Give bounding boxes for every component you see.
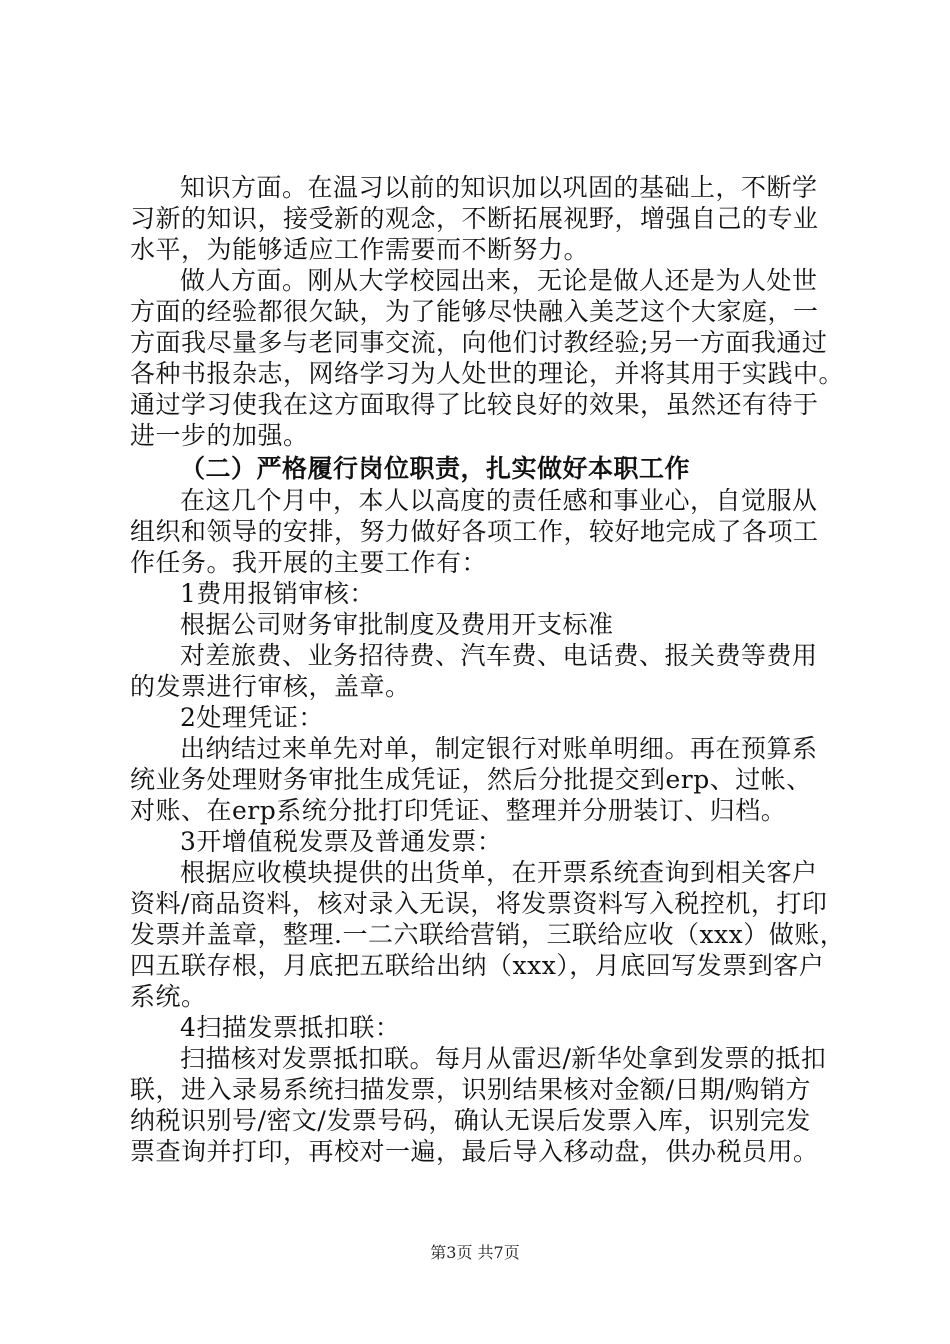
paragraph-scan: [130, 1043, 830, 1167]
text-line: 通过学习使我在这方面取得了比较良好的效果，虽然还有待于: [130, 390, 819, 419]
text-line: 的发票进行审核，盖章。: [130, 672, 411, 701]
paragraph-conduct: [130, 265, 845, 451]
text-line: 方面我尽量多与老同事交流，向他们讨教经验;另一方面我通过: [130, 328, 828, 357]
paragraph-knowledge: [130, 172, 830, 265]
text-line: 2处理凭证：: [180, 703, 324, 732]
paragraph-expense-basis: [130, 609, 830, 640]
text-line: 知识方面。在温习以前的知识加以巩固的基础上，不断学: [180, 173, 818, 202]
text-line: 四五联存根，月底把五联给出纳（xxx），月底回写发票到客户: [130, 951, 825, 980]
text-line: 资料/商品资料，核对录入无误，将发票资料写入税控机，打印: [130, 889, 828, 918]
text-line: 作任务。我开展的主要工作有：: [130, 548, 488, 577]
text-line: 根据公司财务审批制度及费用开支标准: [180, 610, 614, 639]
item-title-expense: [130, 578, 830, 609]
text-line: 在这几个月中，本人以高度的责任感和事业心，自觉服从: [180, 486, 818, 515]
text-line: 根据应收模块提供的出货单，在开票系统查询到相关客户: [180, 858, 818, 887]
item-title-scan: [130, 1012, 830, 1043]
paragraph-voucher: [130, 733, 830, 826]
text-line: 4扫描发票抵扣联：: [180, 1013, 401, 1042]
item-title-invoice: [130, 826, 830, 857]
text-line: 对账、在erp系统分批打印凭证、整理并分册装订、归档。: [130, 796, 787, 825]
text-line: 对差旅费、业务招待费、汽车费、电话费、报关费等费用: [180, 641, 818, 670]
text-line: 出纳结过来单先对单，制定银行对账单明细。再在预算系: [180, 734, 818, 763]
paragraph-expense-detail: [130, 640, 830, 702]
text-line: 习新的知识，接受新的观念，不断拓展视野，增强自己的专业: [130, 204, 819, 233]
text-line: 扫描核对发票抵扣联。每月从雷迟/新华处拿到发票的抵扣: [180, 1044, 827, 1073]
text-line: 纳税识别号/密文/发票号码，确认无误后发票入库，识别完发: [130, 1106, 811, 1135]
text-line: 系统。: [130, 982, 207, 1011]
text-line: 做人方面。刚从大学校园出来，无论是做人还是为人处世: [180, 266, 818, 295]
text-line: 发票并盖章，整理.一二六联给营销，三联给应收（xxx）做账，: [130, 920, 846, 949]
text-line: 进一步的加强。: [130, 421, 309, 450]
section-heading: （二）严格履行岗位职责，扎实做好本职工作: [180, 454, 691, 483]
item-title-voucher: [130, 702, 830, 733]
text-line: 水平，为能够适应工作需要而不断努力。: [130, 235, 590, 264]
text-line: 票查询并打印，再校对一遍，最后导入移动盘，供办税员用。: [130, 1137, 819, 1166]
page-number-footer: 第3页 共7页: [430, 1243, 520, 1262]
text-line: 统业务处理财务审批生成凭证，然后分批提交到erp、过帐、: [130, 765, 812, 794]
paragraph-intro: [130, 485, 830, 578]
document-body: [130, 172, 846, 1167]
text-line: 组织和领导的安排，努力做好各项工作，较好地完成了各项工: [130, 517, 819, 546]
text-line: 3开增值税发票及普通发票：: [180, 827, 503, 856]
text-line: 联，进入录易系统扫描发票，识别结果核对金额/日期/购销方: [130, 1075, 811, 1104]
paragraph-invoice: [130, 857, 846, 1012]
text-line: 各种书报杂志，网络学习为人处世的理论，并将其用于实践中。: [130, 359, 845, 388]
text-line: 1费用报销审核：: [180, 579, 375, 608]
text-line: 方面的经验都很欠缺，为了能够尽快融入美芝这个大家庭，一: [130, 297, 819, 326]
